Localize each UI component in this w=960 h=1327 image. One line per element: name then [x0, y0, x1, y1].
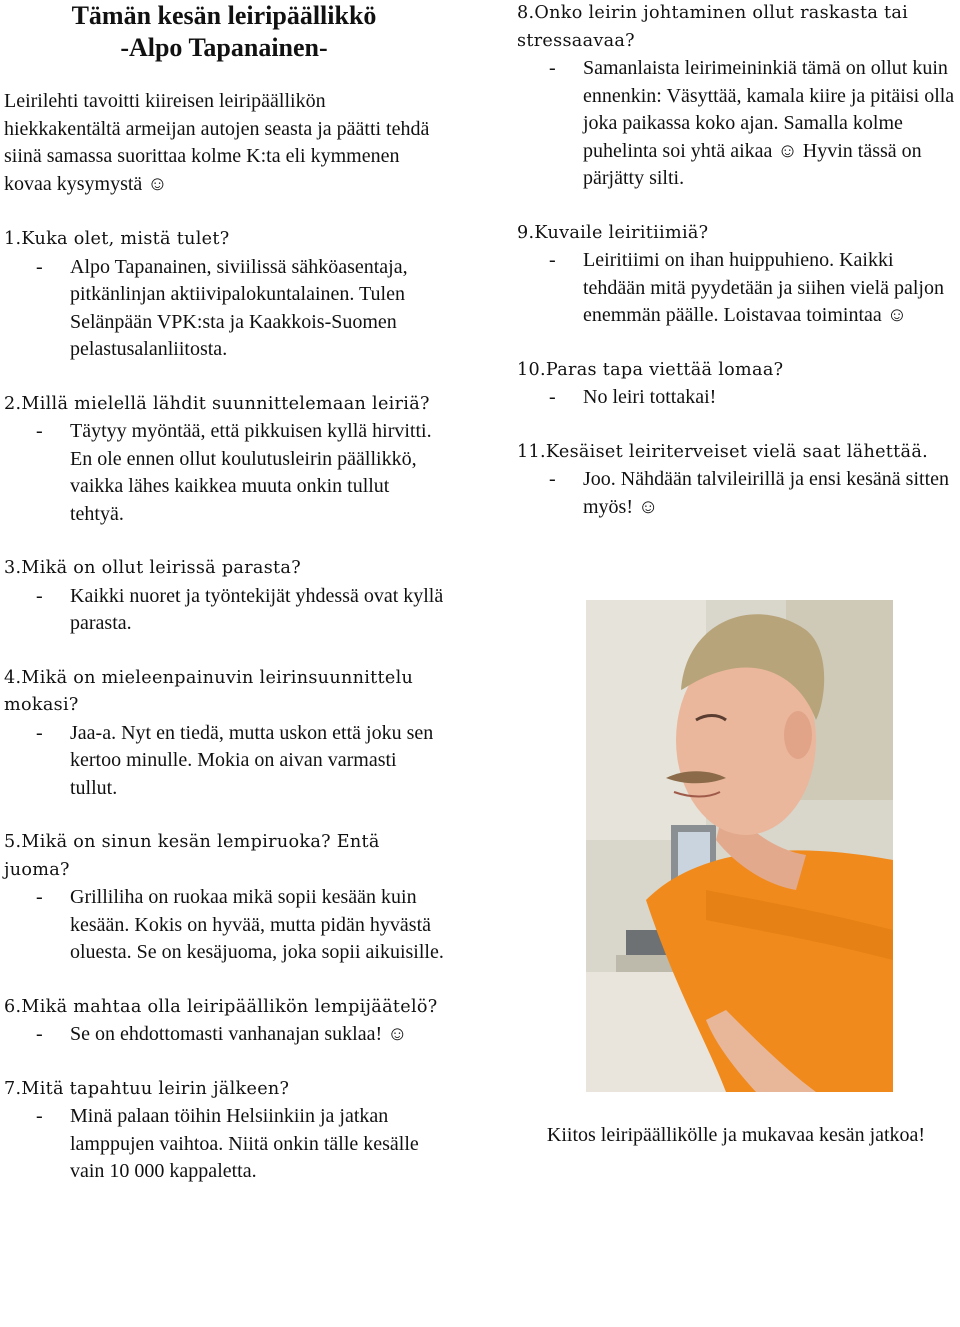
answer: Joo. Nähdään talvileirillä ja ensi kesänä sitten myös! ☺: [583, 468, 949, 518]
qa-item: [4, 994, 444, 1049]
right-column: [517, 0, 957, 521]
answer: Grilliliha on ruokaa mikä sopii kesään kuin kesään. Kokis on hyvää, mutta pidän hyvästä oluesta. Se on kesäjuoma, joka sopii aikuisille.: [70, 886, 444, 963]
intro-paragraph: Leirilehti tavoitti kiireisen leiripäällikön hiekkakentältä armeijan autojen seasta ja päätti tehdä siinä samassa suorittaa kolme K:ta eli kymmenen kovaa kysymystä ☺: [4, 90, 430, 195]
answer: Jaa-a. Nyt en tiedä, mutta uskon että joku sen kertoo minulle. Mokia on aivan varmasti tullut.: [70, 721, 434, 799]
qa-item: [4, 829, 444, 967]
answer: Se on ehdottomasti vanhanajan suklaa! ☺: [70, 1023, 408, 1045]
question: 7.Mitä tapahtuu leirin jälkeen?: [4, 1078, 290, 1099]
dash: -: [36, 420, 43, 442]
dash: -: [549, 386, 556, 408]
question: 6.Mikä mahtaa olla leiripäällikön lempijäätelö?: [4, 996, 438, 1017]
dash: -: [36, 1105, 43, 1127]
article-title: [4, 0, 444, 64]
dash: -: [36, 255, 43, 278]
qa-item: [4, 226, 444, 364]
question: 5.Mikä on sinun kesän lempiruoka? Entä juoma?: [4, 832, 380, 880]
portrait-illustration: [586, 600, 893, 1092]
qa-item: [4, 391, 444, 529]
answer: Kaikki nuoret ja työntekijät yhdessä ovat kyllä parasta.: [70, 584, 444, 634]
dash: -: [549, 468, 556, 490]
question: 10.Paras tapa viettää lomaa?: [517, 359, 784, 380]
qa-item: [4, 665, 444, 803]
qa-item: [517, 0, 957, 193]
question: 9.Kuvaile leiritiimiä?: [517, 222, 709, 243]
answer: Leiritiimi on ihan huippuhieno. Kaikki tehdään mitä pyydetään ja siihen vielä paljon enemmän päälle. Loistavaa toimintaa ☺: [583, 249, 944, 326]
dash: -: [36, 1023, 43, 1045]
question: 11.Kesäiset leiriterveiset vielä saat lähettää.: [517, 441, 929, 462]
question: 2.Millä mielellä lähdit suunnittelemaan leiriä?: [4, 393, 430, 414]
answer: Samanlaista leirimeininkiä tämä on ollut kuin ennenkin: Väsyttää, kamala kiire ja pitäisi olla joka paikassa koko ajan. Samalla kolme puhelinta soi yhtä aikaa ☺ Hyvin tässä on pärjätty silti.: [583, 57, 955, 189]
question: 8.Onko leirin johtaminen ollut raskasta tai stressaavaa?: [517, 3, 909, 51]
title-line-1: Tämän kesän leiripäällikkö: [71, 1, 377, 30]
qa-item: [4, 555, 444, 638]
dash: -: [549, 57, 556, 79]
qa-item: [517, 357, 957, 412]
title-line-2: -Alpo Tapanainen-: [120, 33, 328, 62]
portrait-photo: [586, 600, 893, 1092]
qa-item: [4, 1076, 444, 1186]
question: 1.Kuka olet, mistä tulet?: [4, 229, 230, 249]
answer: No leiri tottakai!: [583, 386, 717, 408]
dash: -: [36, 886, 43, 908]
answer: Alpo Tapanainen, siviilissä sähköasentaja, pitkänlinjan aktiivipalokuntalainen. Tulen Selänpään VPK:sta ja Kaakkois-Suomen pelastusalanliitosta.: [70, 255, 408, 360]
left-column: [4, 0, 444, 1186]
qa-item: [517, 439, 957, 522]
qa-item: [517, 220, 957, 330]
answer: Minä palaan töihin Helsiinkiin ja jatkan lamppujen vaihtoa. Niitä onkin tälle kesälle vain 10 000 kappaletta.: [70, 1105, 419, 1182]
question: 4.Mikä on mieleenpainuvin leirinsuunnittelu mokasi?: [4, 667, 414, 715]
dash: -: [549, 249, 556, 271]
dash: -: [36, 721, 43, 744]
dash: -: [36, 584, 43, 607]
photo-caption: Kiitos leiripäällikölle ja mukavaa kesän jatkoa!: [546, 1124, 926, 1146]
question: 3.Mikä on ollut leirissä parasta?: [4, 558, 301, 578]
answer: Täytyy myöntää, että pikkuisen kyllä hirvitti. En ole ennen ollut koulutusleirin päällikkö, vaikka lähes kaikkea muuta onkin tullut tehtyä.: [70, 420, 432, 525]
